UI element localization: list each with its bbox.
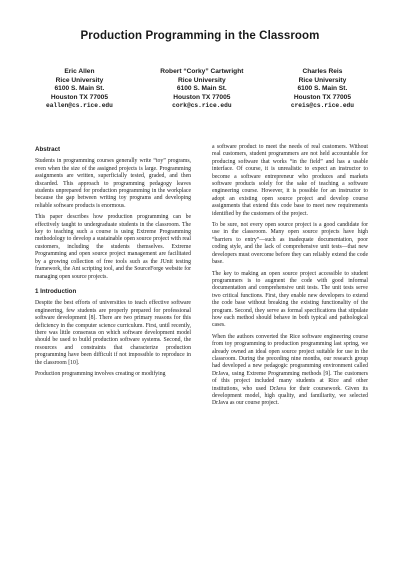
introduction-heading: 1 Introduction: [35, 287, 77, 295]
author-2: [160, 68, 243, 111]
author-city: Houston TX 77005: [293, 93, 351, 101]
author-email: creis@cs.rice.edu: [290, 102, 354, 110]
author-email: eallen@cs.rice.edu: [46, 102, 113, 110]
body-paragraph-4: When the authors converted the Rice software engineering course from toy programming to production programming last spring, we already owned an ideal open source project suitable for use in the classroom. During the preceding nine months, our research group had developed a new pedagogic programming environment called DrJava, using Extreme Programming methods [9]. The customers of this project included many students at Rice and other institutions, who used DrJava for their coursework. Given its development model, high quality, and familiarity, we selected DrJava as our course project.: [212, 333, 368, 407]
author-affiliation: Rice University: [298, 76, 347, 84]
body-paragraph-3: The key to making an open source project accessible to student programmers is to augment the code with good informal documentation and comprehensive unit tests. The unit tests serve two critical functions. First, they enable new developers to extend the code base without breaking the existing functionality of the program. Second, they serve as formal specifications that stipulate how each method should behave in both typical and pathological cases.: [212, 270, 368, 329]
intro-paragraph-2: Production programming involves creating or modifying: [35, 370, 166, 377]
body-paragraph-1: a software product to meet the needs of real customers. Without real customers, student programmers are not held accountable for producing software that works “in the field” and has a usable interface. Of course, it is unrealistic to expect an instructor to become a software entrepreneur who produces and markets software products solely for the sake of teaching a software engineering course. However, it is possible for an instructor to adopt an existing open source project and develop course assignments that extend this code base to meet new requirements identified by the customers of the project.: [212, 144, 368, 217]
author-name: Robert “Corky” Cartwright: [160, 68, 244, 75]
abstract-heading: Abstract: [35, 146, 61, 153]
abstract-paragraph-2: This paper describes how production programming can be effectively taught to undergraduate students in the classroom. The key to teaching such a course is using Extreme Programming methodology to develop a sustainable open source project with real customers, including the students themselves. Extreme Programming and open source project management are facilitated by a growing collection of free tools such as the JUnit testing framework, the Ant scripting tool, and the SourceForge website for managing open source projects.: [35, 214, 191, 280]
author-name: Charles Reis: [302, 68, 343, 75]
author-name: Eric Allen: [64, 68, 95, 75]
left-column: [35, 146, 191, 382]
author-street: 6100 S. Main St.: [297, 85, 348, 93]
author-affiliation: Rice University: [55, 76, 104, 84]
author-email: cork@cs.rice.edu: [172, 102, 232, 110]
author-city: Houston TX 77005: [173, 93, 231, 101]
right-column: [212, 144, 368, 412]
author-3: [291, 68, 354, 111]
author-street: 6100 S. Main St.: [176, 85, 227, 93]
intro-paragraph-1: Despite the best efforts of universities to teach effective software engineering, few students are properly prepared for professional software development [8]. There are two primary reasons for this deficiency in the computer science curriculum. First, until recently, there was little consensus on which software development model should be used to build production software systems. Second, the resources and constraints that characterize production programming have been difficult if not impossible to reproduce in the classroom [10].: [35, 300, 191, 366]
body-paragraph-2: To be sure, not every open source project is a good candidate for use in the classroom. Many open source projects have high “barriers to entry”—such as inadequate documentation, poor coding style, and the lack of comprehensive unit tests—that new developers must overcome before they can reliably extend the code base.: [212, 222, 368, 266]
author-affiliation: Rice University: [178, 76, 226, 84]
author-city: Houston TX 77005: [50, 93, 108, 101]
paper-title: Production Programming in the Classroom: [80, 30, 320, 42]
abstract-paragraph-1: Students in programming courses generally write “toy” programs, even when the size of the assigned projects is large. Programming assignments are written, superficially tested, graded, and then discarded. This approach to programming pedagogy leaves students unprepared for production programming in the workplace because the gap between writing toy programs and developing reliable software products is enormous.: [35, 158, 191, 209]
author-street: 6100 S. Main St.: [54, 85, 105, 93]
author-1: [46, 68, 113, 111]
author-block: [46, 68, 354, 111]
